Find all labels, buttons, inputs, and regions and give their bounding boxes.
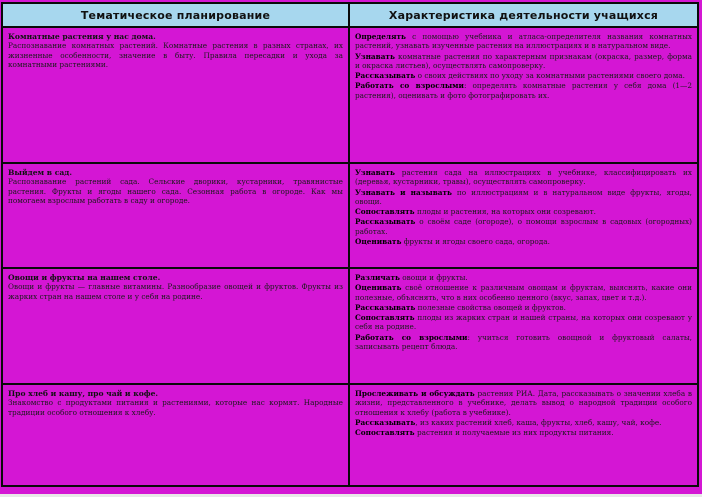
activity-verb: Оценивать (354, 283, 402, 293)
topic-text: Распознавание растений сада. Сельские дворики, кустарники, травянистые растения. Фрукты и ягоды нашего сада. Сезонная работа в огороде. Как мы помогаем взрослым работать в саду и огороде. (8, 177, 343, 205)
topic-title: Выйдем в сад. (8, 168, 72, 177)
activity-text: : учиться готовить овощной и фруктовый салаты, записывать рецепт блюда. (354, 332, 692, 352)
activity-text: плоды из жарких стран и нашей страны, на которых они созревают у себя на родине. (354, 313, 692, 332)
topic-cell (2, 384, 349, 486)
activity-verb: Узнавать (354, 51, 395, 61)
activity-verb: Оценивать (354, 237, 402, 247)
activity-item (355, 71, 692, 80)
activity-verb: Рассказывать (354, 417, 416, 427)
activity-verb: Рассказывать (354, 302, 416, 312)
topic-cell (2, 163, 349, 268)
activity-text: овощи и фрукты. (399, 273, 468, 282)
table-header-row (2, 3, 698, 27)
topic-text: Распознавание комнатных растений. Комнатные растения в разных странах, их жизненные особенности, значение в быту. Правила пересадки и ухода за комнатными растениями. (8, 41, 343, 69)
activity-text: комнатные растения по характерным признакам (окраска, размер, форма и окраска листьев), осуществлять самопроверку. (354, 51, 692, 70)
activity-item (355, 313, 692, 332)
topic-cell (2, 27, 349, 163)
activity-item (355, 428, 692, 437)
activity-verb: Работать со взрослыми (354, 332, 468, 342)
activity-verb: Определять (354, 32, 406, 41)
activity-text: растения и получаемые из них продукты питания. (414, 428, 614, 438)
activity-verb: Рассказывать (354, 71, 416, 81)
activity-verb: Узнавать (354, 168, 395, 177)
activity-text: о своих действиях по уходу за комнатными растениями своего дома. (415, 71, 685, 81)
activity-item (355, 273, 692, 282)
activity-text: с помощью учебника и атласа-определителя названия комнатных растений, узнавать изученные растения на иллюстрациях и в натуральном виде. (354, 32, 692, 51)
activity-item (355, 217, 692, 236)
topic-title: Про хлеб и кашу, про чай и кофе. (8, 389, 159, 398)
topic-title: Комнатные растения у нас дома. (8, 32, 156, 41)
activity-text: по иллюстрациям и в натуральном виде фрукты, ягоды, овощи. (354, 187, 692, 206)
activity-item (355, 333, 692, 352)
activity-verb: Сопоставлять (354, 428, 415, 438)
activity-item (355, 418, 692, 427)
activity-item (355, 188, 692, 207)
header-thematic-planning: Тематическое планирование (2, 3, 349, 27)
activity-text: растения сада на иллюстрациях в учебнике, классифицировать их (деревья, кустарники, травы), осуществлять самопроверку. (354, 168, 692, 187)
activity-cell (349, 163, 698, 268)
activity-verb: Рассказывать (354, 217, 416, 227)
activity-item (355, 207, 692, 216)
activity-text: своё отношение к различным овощам и фруктам, выяснять, какие они полезные, объяснять, что в них особенно ценного (вкус, запах, цвет и т.д.). (354, 283, 692, 302)
activity-verb: Сопоставлять (354, 313, 415, 323)
activity-text: полезные свойства овощей и фруктов. (415, 302, 566, 312)
activity-item (355, 81, 692, 100)
activity-verb: Различать (354, 273, 400, 282)
activity-text: растения РИА. Дата, рассказывать о значении хлеба в жизни, представленного в учебнике, делать вывод о народной традиции особого отношения к хлебу (работа в учебнике). (354, 389, 693, 417)
activity-verb: Узнавать и называть (354, 187, 452, 197)
topic-text: Знакомство с продуктами питания и растениями, которые нас кормят. Народные традиции особого отношения к хлебу. (8, 398, 343, 417)
activity-item (355, 52, 692, 71)
activity-item (355, 237, 692, 246)
activity-text: , из каких растений хлеб, каша, фрукты, хлеб, кашу, чай, кофе. (415, 417, 662, 427)
activity-verb: Работать со взрослыми (354, 81, 464, 91)
activity-text: фрукты и ягоды своего сада, огорода. (401, 237, 550, 247)
activity-item (355, 283, 692, 302)
activity-item (355, 389, 692, 417)
activity-text: о своём саде (огороде), о помощи взрослым в садовых (огородных) работах. (354, 217, 692, 236)
activity-cell (349, 268, 698, 384)
activity-verb: Прослеживать и обсуждать (354, 389, 475, 398)
table-row (2, 163, 698, 268)
activity-cell (349, 384, 698, 486)
header-student-activity: Характеристика деятельности учащихся (349, 3, 698, 27)
topic-text: Овощи и фрукты — главные витамины. Разнообразие овощей и фруктов. Фрукты из жарких стран на нашем столе и у себя на родине. (8, 282, 343, 301)
activity-item (355, 168, 692, 187)
table-row (2, 27, 698, 163)
activity-text: : определять комнатные растения у себя дома (1—2 растения), оценивать и фото фотографировать их. (354, 81, 692, 100)
topic-title: Овощи и фрукты на нашем столе. (8, 273, 161, 282)
activity-verb: Сопоставлять (354, 207, 415, 217)
activity-cell (349, 27, 698, 163)
topic-cell (2, 268, 349, 384)
planning-table (1, 2, 699, 487)
table-row (2, 268, 698, 384)
table-row (2, 384, 698, 486)
activity-text: плоды и растения, на которых они созревают. (414, 207, 596, 217)
activity-item (355, 32, 692, 51)
activity-item (355, 303, 692, 312)
